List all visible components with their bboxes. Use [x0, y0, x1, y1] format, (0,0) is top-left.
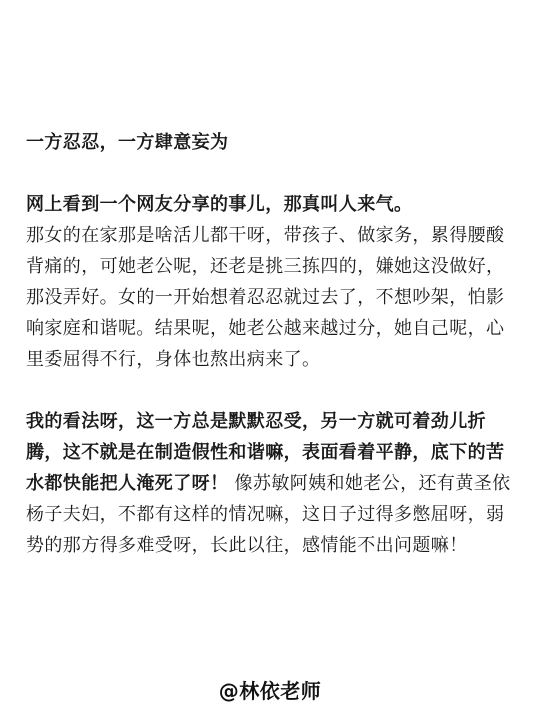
author-signature: @林依老师 [218, 679, 322, 703]
story-paragraph: 那女的在家那是啥活儿都干呀，带孩子、做家务，累得腰酸背痛的，可她老公呢，还老是挑三拣四的，嫌她这没做好，那没弄好。女的一开始想着忍忍就过去了，不想吵架，怕影响家庭和谐呢。结果呢，她老公越来越过分，她自己呢，心里委屈得不行，身体也熬出病来了。 [26, 225, 505, 370]
opinion-rest-text: 像苏敏阿姨和她老公，还有黄圣依杨子夫妇，不都有这样的情况嘛，这日子过得多憋屈呀，弱势的那方得多难受呀，长此以往，感情能不出问题嘛！ [26, 473, 511, 556]
lead-sentence: 网上看到一个网友分享的事儿，那真叫人来气。 [26, 194, 413, 215]
opinion-bold-text: 我的看法呀，这一方总是默默忍受，另一方就可着劲儿折腾，这不就是在制造假性和谐嘛，表面看着平静，底下的苦水都快能把人淹死了呀！ [26, 411, 505, 494]
article-title: 一方忍忍，一方肆意妄为 [26, 132, 229, 153]
opinion-paragraph [26, 406, 518, 561]
article-body [26, 127, 518, 561]
